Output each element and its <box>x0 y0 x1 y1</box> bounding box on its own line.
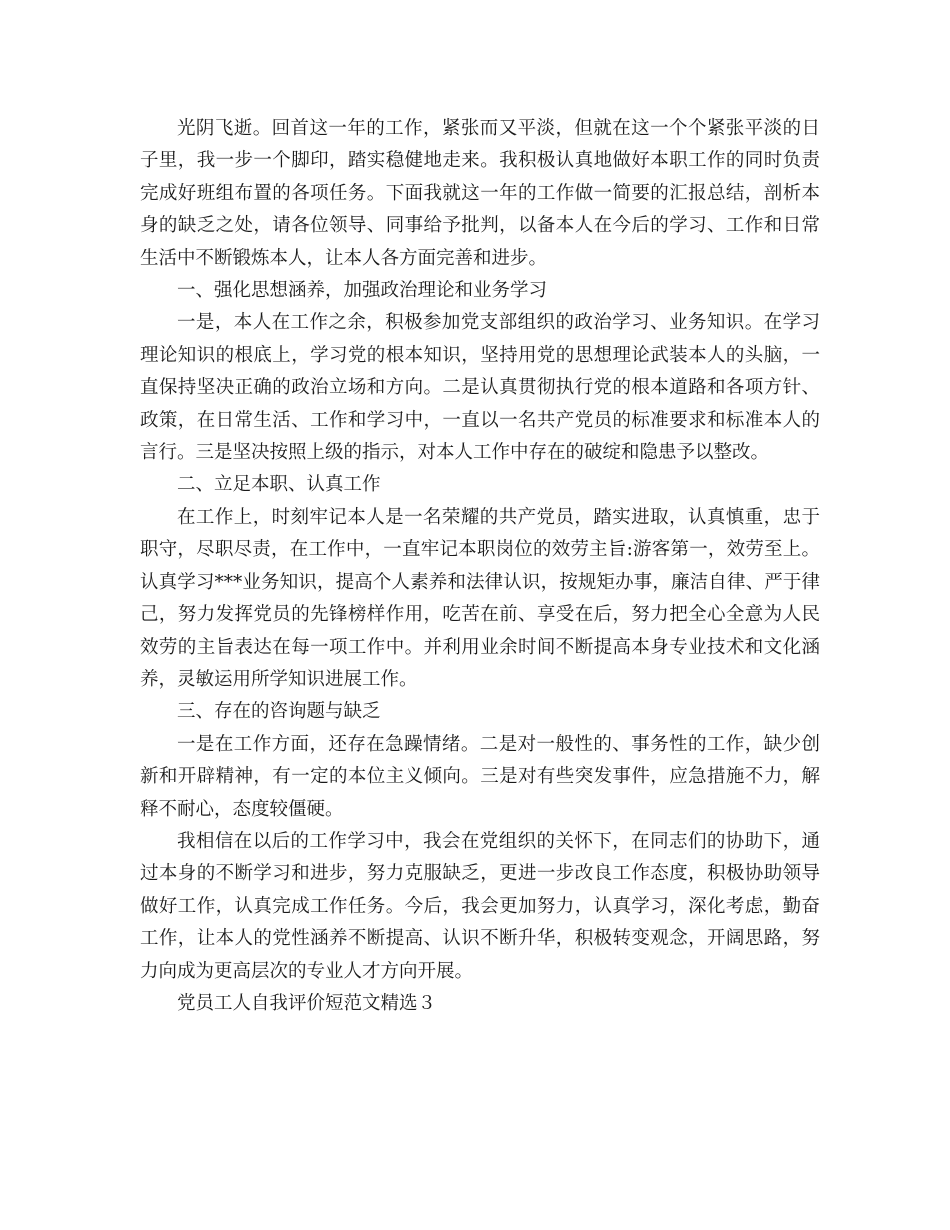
paragraph-section-2: 在工作上，时刻牢记本人是一名荣耀的共产党员，踏实进取，认真慎重，忠于职守，尽职尽责，在工作中，一直牢记本职岗位的效劳主旨:游客第一，效劳至上。认真学习***业务知识，提高个人素养和法律认识，按规矩办事，廉洁自律、严于律己，努力发挥党员的先锋榜样作用，吃苦在前、享受在后，努力把全心全意为人民效劳的主旨表达在每一项工作中。并利用业余时间不断提高本身专业技术和文化涵养，灵敏运用所学知识进展工作。 <box>140 506 820 690</box>
paragraph-section-1: 一是，本人在工作之余，积极参加党支部组织的政治学习、业务知识。在学习理论知识的根底上，学习党的根本知识，坚持用党的思想理论武装本人的头脑，一直保持坚决正确的政治立场和方向。二是认真贯彻执行党的根本道路和各项方针、政策，在日常生活、工作和学习中，一直以一名共产党员的标准要求和标准本人的言行。三是坚决按照上级的指示，对本人工作中存在的破绽和隐患予以整改。 <box>140 312 820 464</box>
section-heading-1: 一、强化思想涵养，加强政治理论和业务学习 <box>177 280 548 302</box>
next-article-title: 党员工人自我评价短范文精选３ <box>177 992 437 1014</box>
document-body <box>140 113 820 1020</box>
paragraph-conclusion: 我相信在以后的工作学习中，我会在党组织的关怀下，在同志们的协助下，通过本身的不断学习和进步，努力克服缺乏，更进一步改良工作态度，积极协助领导做好工作，认真完成工作任务。今后，我会更加努力，认真学习，深化考虑，勤奋工作，让本人的党性涵养不断提高、认识不断升华，积极转变观念，开阔思路，努力向成为更高层次的专业人才方向开展。 <box>140 830 820 982</box>
paragraph-section-3: 一是在工作方面，还存在急躁情绪。二是对一般性的、事务性的工作，缺少创新和开辟精神，有一定的本位主义倾向。三是对有些突发事件，应急措施不力，解释不耐心，态度较僵硬。 <box>140 733 820 820</box>
paragraph-intro: 光阴飞逝。回首这一年的工作，紧张而又平淡，但就在这一个个紧张平淡的日子里，我一步一个脚印，踏实稳健地走来。我积极认真地做好本职工作的同时负责完成好班组布置的各项任务。下面我就这一年的工作做一简要的汇报总结，剖析本身的缺乏之处，请各位领导、同事给予批判，以备本人在今后的学习、工作和日常生活中不断锻炼本人，让本人各方面完善和进步。 <box>140 118 820 269</box>
section-heading-2: 二、立足本职、认真工作 <box>177 474 381 496</box>
section-heading-3: 三、存在的咨询题与缺乏 <box>177 701 381 723</box>
